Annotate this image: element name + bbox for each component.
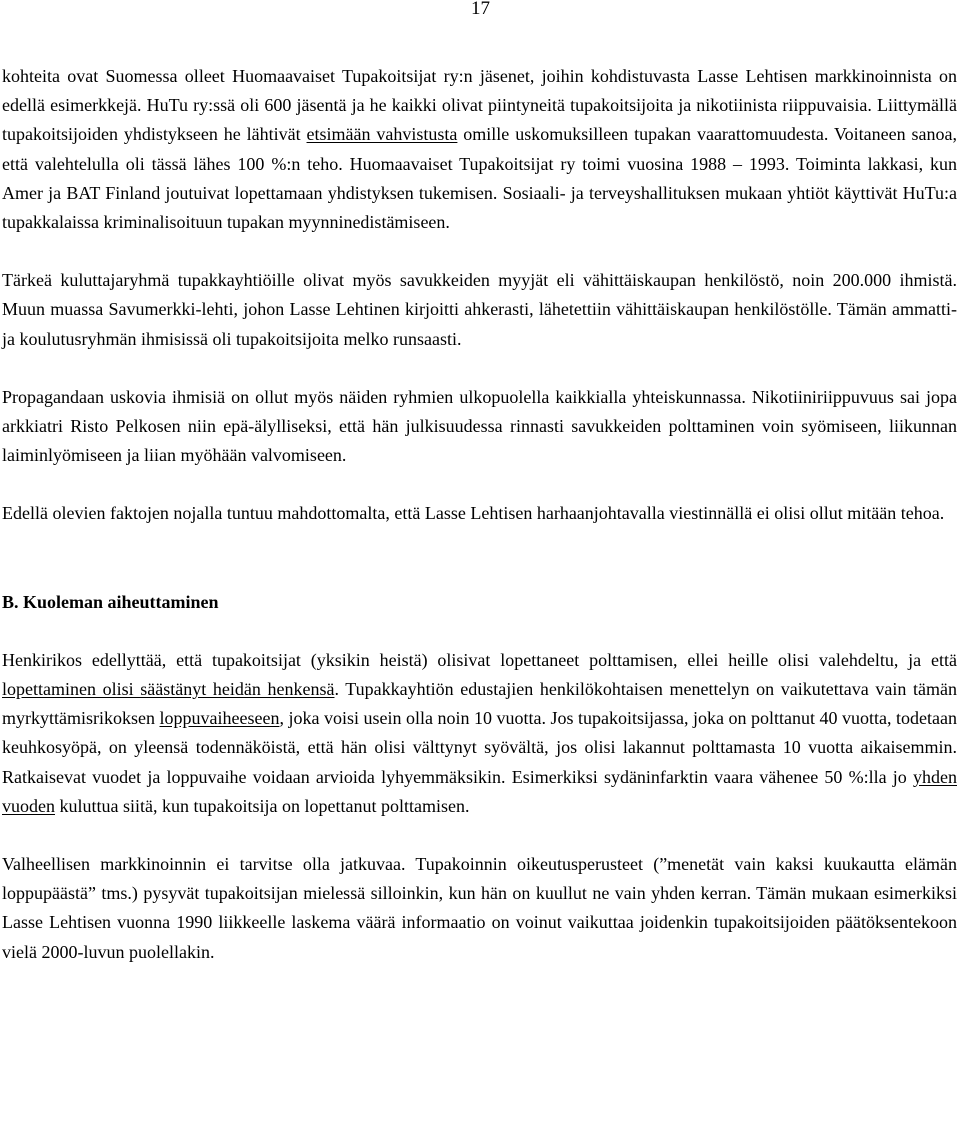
page-number: 17 bbox=[471, 0, 490, 19]
paragraph-homicide-text-d: kuluttua siitä, kun tupakoitsija on lopettanut polttamisen. bbox=[55, 795, 470, 816]
paragraph-hutu-text-a: kohteita ovat Suomessa olleet Huomaavaiset Tupakoitsijat ry:n jäsenet, joihin kohdistuvasta Lasse Lehtisen markkinoinnista on edellä esimerkkejä. HuTu ry:ssä oli 600 jäsentä ja he kaikki olivat piintyneitä tupakoitsijoita ja nikotiinista riippuvaisia. Liittymällä tupakoitsijoiden yhdistykseen he lähtivät bbox=[2, 66, 957, 145]
paragraph-conclusion: Edellä olevien faktojen nojalla tuntuu mahdottomalta, että Lasse Lehtisen harhaanjohtavalla viestinnällä ei olisi ollut mitään tehoa. bbox=[2, 503, 945, 524]
paragraph-homicide-text-c: , joka voisi usein olla noin 10 vuotta. Jos tupakoitsijassa, joka on polttanut 40 vuotta, todetaan keuhkosyöpä, on yleensä todennäköistä, että hän olisi välttynyt syövältä, jos olisi lakannut polttamasta 10 vuotta aikaisemmin. Ratkaisevat vuodet ja loppuvaihe voidaan arvioida lyhyemmäksikin. Esimerkiksi sydäninfarktin vaara vähenee 50 %:lla jo bbox=[2, 708, 958, 787]
underlined-phrase-etsimaan-vahvistusta: etsimään vahvistusta bbox=[306, 124, 458, 145]
paragraph-false-marketing: Valheellisen markkinoinnin ei tarvitse olla jatkuvaa. Tupakoinnin oikeutusperusteet (”menetät vain kaksi kuukautta elämän loppupäästä” tms.) pysyvät tupakoitsijan mielessä silloinkin, kun hän on kuullut ne vain yhden kerran. Tämän mukaan esimerkiksi Lasse Lehtisen vuonna 1990 liikkeelle laskema väärä informaatio on voinut vaikuttaa joidenkin tupakoitsijoiden päätöksentekoon vielä 2000-luvun puolellakin. bbox=[2, 854, 957, 962]
paragraph-homicide bbox=[2, 646, 957, 821]
paragraph-homicide-text-a: Henkirikos edellyttää, että tupakoitsijat (yksikin heistä) olisivat lopettaneet polttamisen, ellei heille olisi valehdeltu, ja että bbox=[2, 649, 957, 670]
paragraph-hutu bbox=[2, 62, 957, 237]
paragraph-homicide-text-b: . Tupakkayhtiön edustajien henkilökohtaisen menettelyn on vaikutettava vain tämän myrkyttämisrikoksen bbox=[2, 679, 957, 729]
underlined-phrase-loppuvaiheeseen: loppuvaiheeseen bbox=[159, 708, 280, 729]
page-body bbox=[2, 62, 957, 967]
paragraph-hutu-text-b: omille uskomuksilleen tupakan vaarattomuudesta. Voitaneen sanoa, että valehtelulla oli tässä lähes 100 %:n teho. Huomaavaiset Tupakoitsijat ry toimi vuosina 1988 – 1993. Toiminta lakkasi, kun Amer ja BAT Finland joutuivat lopettamaan yhdistyksen tukemisen. Sosiaali- ja terveyshallituksen mukaan yhtiöt käyttivät HuTu:a tupakkalaissa kriminalisoituun tupakan myynninedistämiseen. bbox=[2, 124, 957, 233]
section-heading-b: B. Kuoleman aiheuttaminen bbox=[2, 591, 219, 612]
paragraph-retail-staff: Tärkeä kuluttajaryhmä tupakkayhtiöille olivat myös savukkeiden myyjät eli vähittäiskaupan henkilöstö, noin 200.000 ihmistä. Muun muassa Savumerkki-lehti, johon Lasse Lehtinen kirjoitti ahkerasti, lähetettiin vähittäiskaupan henkilöstölle. Tämän ammatti- ja koulutusryhmän ihmisissä oli tupakoitsijoita melko runsaasti. bbox=[2, 270, 957, 349]
underlined-phrase-yhden-vuoden: yhden vuoden bbox=[2, 766, 957, 816]
paragraph-propaganda: Propagandaan uskovia ihmisiä on ollut myös näiden ryhmien ulkopuolella kaikkialla yhteiskunnassa. Nikotiiniriippuvuus sai jopa arkkiatri Risto Pelkosen niin epä-älylliseksi, että hän julkisuudessa rinnasti savukkeiden polttaminen voin syömiseen, liikunnan laiminlyömiseen ja liian myöhään valvomiseen. bbox=[2, 386, 957, 466]
underlined-phrase-lopettaminen: lopettaminen olisi säästänyt heidän henkensä bbox=[2, 679, 335, 700]
